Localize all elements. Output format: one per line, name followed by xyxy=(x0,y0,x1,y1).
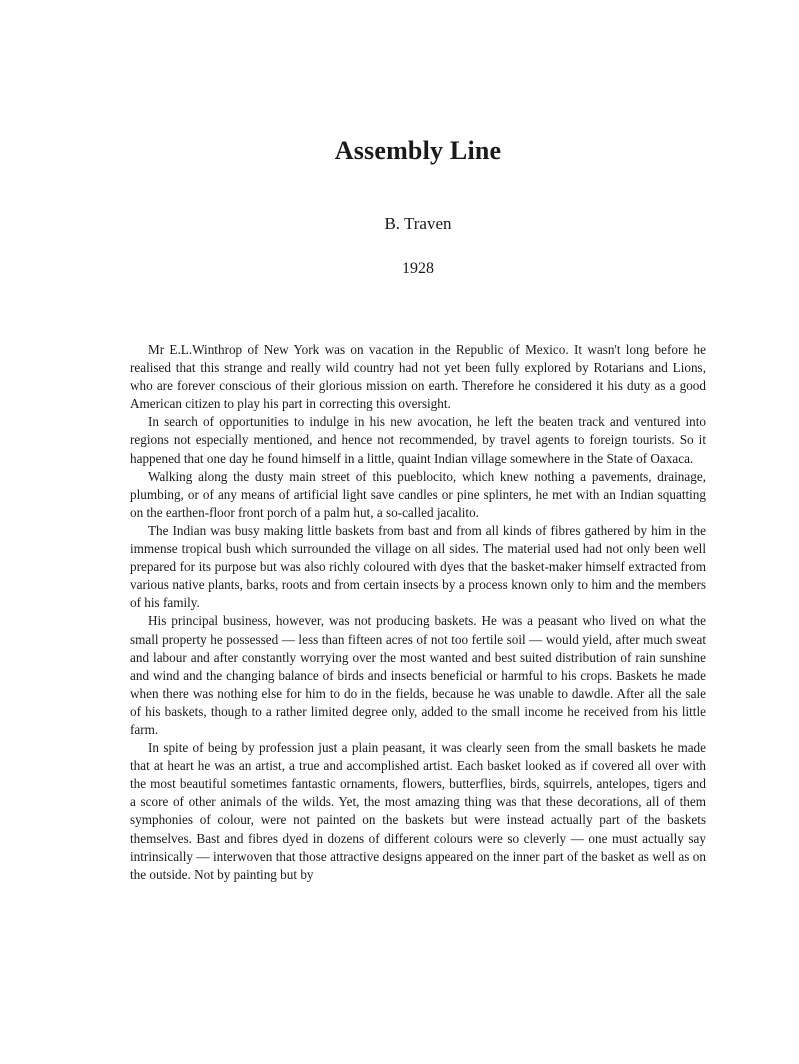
paragraph-6: In spite of being by profession just a plain peasant, it was clearly seen from the small baskets he made that at heart he was an artist, a true and accomplished artist. Each basket looked as if covered all over with the most beautiful sometimes fantastic ornaments, flowers, butterflies, birds, squirrels, antelopes, tigers and a score of other animals of the wilds. Yet, the most amazing thing was that these decorations, all of them symphonies of colour, were not painted on the baskets but were instead actually part of the baskets themselves. Bast and fibres dyed in dozens of different colours were so cleverly — one must actually say intrinsically — interwoven that those attractive designs appeared on the inner part of the basket as well as on the outside. Not by painting but by xyxy=(130,740,706,882)
paragraph-1: Mr E.L.Winthrop of New York was on vacation in the Republic of Mexico. It wasn't long before he realised that this strange and really wild country had not yet been fully explored by Rotarians and Lions, who are forever conscious of their glorious mission on earth. Therefore he considered it his duty as a good American citizen to play his part in correcting this oversight. xyxy=(130,342,706,412)
document-year: 1928 xyxy=(402,260,434,277)
document-title: Assembly Line xyxy=(334,136,502,165)
paragraph-4: The Indian was busy making little baskets from bast and from all kinds of fibres gathered by him in the immense tropical bush which surrounded the village on all sides. The material used had not only been well prepared for its purpose but was also richly coloured with dyes that the basket-maker himself extracted from various native plants, barks, roots and from certain insects by a process known only to him and the members of his family. xyxy=(130,522,706,611)
document-author: B. Traven xyxy=(384,214,452,233)
document-body xyxy=(130,341,706,884)
paragraph-3: Walking along the dusty main street of this pueblocito, which knew nothing a pavements, drainage, plumbing, or of any means of artificial light save candles or pine splinters, he met with an Indian squatting on the earthen-floor front porch of a palm hut, a so-called jacalito. xyxy=(130,468,706,520)
paragraph-2: In search of opportunities to indulge in his new avocation, he left the beaten track and ventured into regions not especially mentioned, and hence not recommended, by travel agents to foreign tourists. So it happened that one day he found himself in a little, quaint Indian village somewhere in the State of Oaxaca. xyxy=(130,414,706,466)
paragraph-5: His principal business, however, was not producing baskets. He was a peasant who lived on what the small property he possessed — less than fifteen acres of not too fertile soil — would yield, after much sweat and labour and after constantly worrying over the most wanted and best suited distribution of rain sunshine and wind and the changing balance of birds and insects beneficial or harmful to his crops. Baskets he made when there was nothing else for him to do in the fields, because he was unable to dawdle. After all the sale of his baskets, though to a rather limited degree only, added to the small income he received from his little farm. xyxy=(130,613,706,737)
